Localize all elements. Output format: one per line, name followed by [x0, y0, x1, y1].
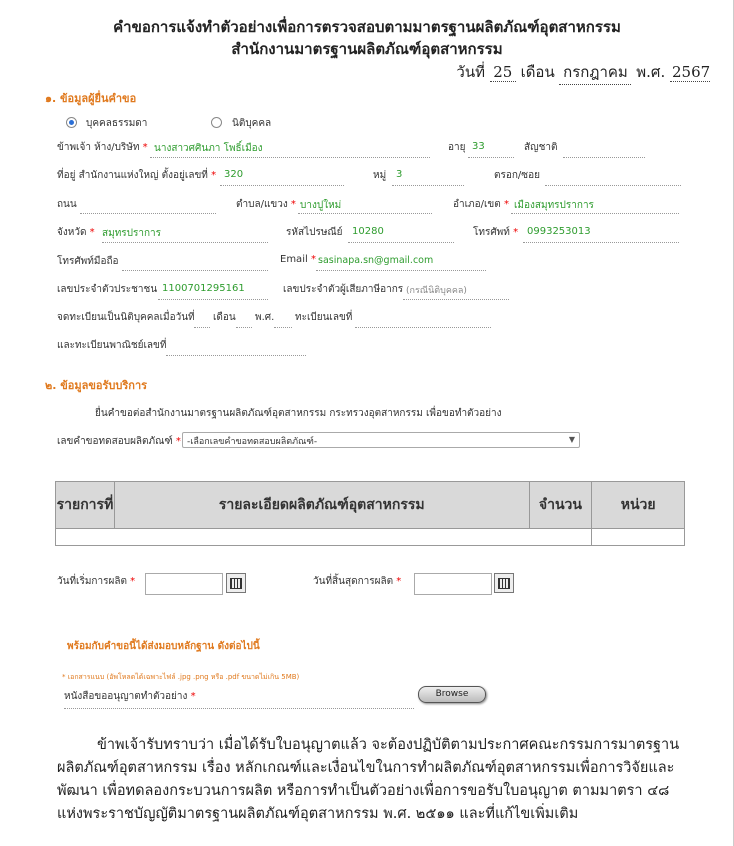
section2-title: ๒. ข้อมูลขอรับบริการ	[45, 379, 148, 392]
col-header-no: รายการที่	[56, 482, 115, 529]
year-value: 2567	[672, 63, 711, 81]
reg-no-field[interactable]	[355, 327, 491, 328]
attach-note: * เอกสารแนบ (อัพโหลดได้เฉพาะไฟล์ .jpg .png หรือ .pdf ขนาดไม่เกิน 5MB)	[62, 673, 300, 681]
moo-label: หมู่	[373, 170, 387, 181]
name-field[interactable]	[150, 157, 430, 158]
request-label: เลขคำขอทดสอบผลิตภัณฑ์ *	[57, 436, 181, 447]
phone-field[interactable]	[523, 242, 679, 243]
district-field[interactable]	[511, 213, 679, 214]
reg-no-label: ทะเบียนเลขที่	[295, 312, 353, 323]
nationality-field[interactable]	[563, 157, 645, 158]
address-label: ที่อยู่ สำนักงานแห่งใหญ่ ตั้งอยู่เลขที่ *	[57, 170, 217, 181]
taxid-placeholder: (กรณีนิติบุคคล)	[406, 286, 467, 296]
name-label: ข้าพเจ้า ห้าง/บริษัท *	[57, 142, 148, 153]
age-field[interactable]	[468, 157, 514, 158]
province-field[interactable]	[102, 242, 268, 243]
reg-day-field[interactable]	[194, 327, 210, 328]
subdistrict-value: บางปูใหม่	[300, 200, 342, 211]
radio-person[interactable]	[66, 117, 77, 128]
phone-label: โทรศัพท์ *	[473, 227, 519, 238]
postcode-label: รหัสไปรษณีย์	[286, 227, 343, 238]
page-subtitle: สำนักงานมาตรฐานผลิตภัณฑ์อุตสาหกรรม	[231, 40, 503, 58]
attach-title: พร้อมกับคำขอนี้ได้ส่งมอบหลักฐาน ดังต่อไปนี้	[67, 641, 260, 652]
radio-person-label: บุคคลธรรมดา	[86, 118, 148, 129]
nationality-label: สัญชาติ	[524, 142, 558, 153]
end-date-input[interactable]	[414, 573, 492, 595]
email-value: sasinapa.sn@gmail.com	[318, 255, 434, 266]
radio-juristic-label: นิติบุคคล	[232, 118, 272, 129]
province-value: สมุทรปราการ	[102, 228, 162, 239]
section1-title: ๑. ข้อมูลผู้ยื่นคำขอ	[45, 92, 137, 105]
soi-field[interactable]	[545, 185, 681, 186]
browse-button[interactable]: Browse	[418, 686, 486, 703]
attach-field[interactable]	[64, 708, 414, 709]
mobile-label: โทรศัพท์มือถือ	[57, 256, 119, 267]
col-header-detail: รายละเอียดผลิตภัณฑ์อุตสาหกรรม	[114, 482, 529, 529]
calendar-icon[interactable]	[226, 573, 246, 593]
road-label: ถนน	[57, 199, 77, 210]
section2-intro: ยื่นคำขอต่อสำนักงานมาตรฐานผลิตภัณฑ์อุตสาหกรรม กระทรวงอุตสาหกรรม เพื่อขอทำตัวอย่าง	[95, 408, 502, 419]
chevron-down-icon: ▼	[568, 435, 575, 444]
radio-juristic[interactable]	[211, 117, 222, 128]
age-label: อายุ	[448, 142, 466, 153]
district-label: อำเภอ/เขต *	[453, 199, 509, 210]
reg-year-label: พ.ศ.	[255, 312, 275, 323]
soi-label: ตรอก/ซอย	[494, 170, 540, 181]
idcard-label: เลขประจำตัวประชาชน	[57, 284, 158, 295]
address-field[interactable]	[220, 185, 344, 186]
registered-label: จดทะเบียนเป็นนิติบุคคลเมื่อวันที่	[57, 312, 195, 323]
road-field[interactable]	[80, 213, 216, 214]
taxid-field[interactable]	[403, 299, 509, 300]
page-title: คำขอการแจ้งทำตัวอย่างเพื่อการตรวจสอบตามมาตรฐานผลิตภัณฑ์อุตสาหกรรม	[113, 18, 621, 36]
email-field[interactable]	[316, 270, 486, 271]
subdistrict-label: ตำบล/แขวง *	[236, 199, 296, 210]
moo-value: 3	[396, 169, 403, 180]
idcard-value: 1100701295161	[162, 283, 245, 294]
subdistrict-field[interactable]	[298, 213, 432, 214]
postcode-field[interactable]	[348, 242, 454, 243]
taxid-label: เลขประจำตัวผู้เสียภาษีอากร	[283, 284, 404, 295]
month-value: กรกฎาคม	[559, 60, 631, 85]
items-table	[55, 481, 685, 546]
reg-month-field[interactable]	[236, 327, 252, 328]
idcard-field[interactable]	[158, 299, 268, 300]
email-label: Email *	[280, 254, 316, 265]
province-label: จังหวัด *	[57, 227, 95, 238]
calendar-icon[interactable]	[494, 573, 514, 593]
mobile-field[interactable]	[122, 270, 268, 271]
age-value: 33	[472, 141, 485, 152]
date-line: วันที่ 25 เดือน กรกฎาคม พ.ศ. 2567	[456, 60, 710, 85]
reg-year-field[interactable]	[274, 327, 292, 328]
table-row	[56, 529, 685, 546]
col-header-unit: หน่วย	[592, 482, 685, 529]
phone-value: 0993253013	[527, 226, 591, 237]
district-value: เมืองสมุทรปราการ	[514, 200, 594, 211]
reg-month-label: เดือน	[213, 312, 236, 323]
postcode-value: 10280	[352, 226, 384, 237]
end-date-label: วันที่สิ้นสุดการผลิต *	[313, 576, 402, 587]
col-header-qty: จำนวน	[529, 482, 592, 529]
start-date-label: วันที่เริ่มการผลิต *	[57, 576, 136, 587]
name-value: นางสาวศศินภา โพธิ์เมือง	[154, 143, 263, 154]
address-value: 320	[224, 169, 244, 180]
moo-field[interactable]	[392, 185, 464, 186]
attach-label: หนังสือขออนุญาตทำตัวอย่าง *	[64, 691, 196, 702]
commerce-label: และทะเบียนพาณิชย์เลขที่	[57, 340, 167, 351]
request-select[interactable]: -เลือกเลขคำขอทดสอบผลิตภัณฑ์- ▼	[182, 432, 580, 448]
start-date-input[interactable]	[145, 573, 223, 595]
day-value: 25	[490, 63, 516, 82]
declaration-text: ข้าพเจ้ารับทราบว่า เมื่อได้รับใบอนุญาตแล้ว จะต้องปฏิบัติตามประกาศคณะกรรมการมาตรฐานผลิตภัณฑ์อุตสาหกรรม เรื่อง หลักเกณฑ์และเงื่อนไขในการทำผลิตภัณฑ์อุตสาหกรรมเพื่อการวิจัยและพัฒนา เพื่อทดลองกระบวนการผลิต หรือการทำเป็นตัวอย่างเพื่อการขอรับใบอนุญาต ตามมาตรา ๔๘ แห่งพระราชบัญญัติมาตรฐานผลิตภัณฑ์อุตสาหกรรม พ.ศ. ๒๕๑๑ และที่แก้ไขเพิ่มเติม	[57, 737, 680, 822]
commerce-field[interactable]	[166, 355, 306, 356]
